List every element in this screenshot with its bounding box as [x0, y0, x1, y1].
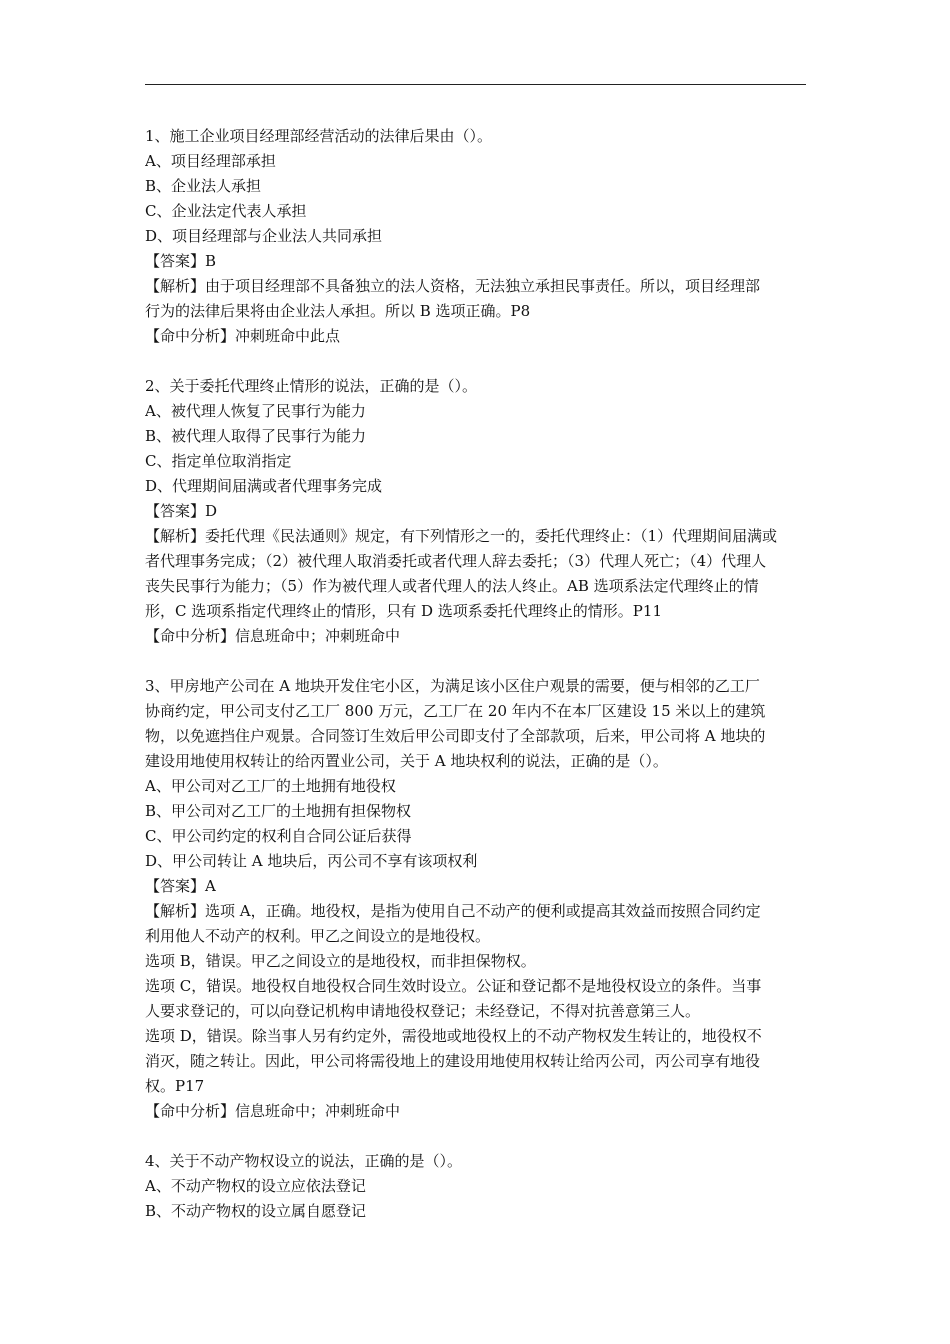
spacer [145, 1124, 809, 1149]
answer: 【答案】A [145, 877, 216, 895]
hit-analysis: 【命中分析】冲刺班命中此点 [145, 327, 341, 345]
option-d: D、代理期间届满或者代理事务完成 [145, 477, 383, 495]
question-1 [145, 124, 809, 349]
explanation-line: 消灭，随之转让。因此，甲公司将需役地上的建设用地使用权转让给丙公司，丙公司享有地役 [145, 1052, 761, 1070]
option-b: B、企业法人承担 [145, 177, 262, 195]
question-stem: 建设用地使用权转让的给丙置业公司，关于 A 地块权利的说法，正确的是（）。 [145, 752, 668, 770]
explanation-line: 【解析】由于项目经理部不具备独立的法人资格，无法独立承担民事责任。所以，项目经理部 [145, 277, 761, 295]
question-2 [145, 374, 809, 649]
explanation-line: 丧失民事行为能力；（5）作为被代理人或者代理人的法人终止。AB 选项系法定代理终止的情 [145, 577, 759, 595]
option-b: B、被代理人取得了民事行为能力 [145, 427, 367, 445]
option-b: B、甲公司对乙工厂的土地拥有担保物权 [145, 802, 412, 820]
option-d: D、甲公司转让 A 地块后，丙公司不享有该项权利 [145, 852, 478, 870]
answer: 【答案】D [145, 502, 218, 520]
question-stem: 3、甲房地产公司在 A 地块开发住宅小区，为满足该小区住户观景的需要，便与相邻的乙工厂 [145, 677, 760, 695]
document-body [145, 124, 809, 1224]
spacer [145, 649, 809, 674]
option-b: B、不动产物权的设立属自愿登记 [145, 1202, 367, 1220]
explanation-line: 选项 C，错误。地役权自地役权合同生效时设立。公证和登记都不是地役权设立的条件。当事 [145, 977, 762, 995]
question-stem: 4、关于不动产物权设立的说法，正确的是（）。 [145, 1152, 463, 1170]
answer: 【答案】B [145, 252, 217, 270]
option-c: C、甲公司约定的权利自合同公证后获得 [145, 827, 412, 845]
option-a: A、项目经理部承担 [145, 152, 276, 170]
explanation-line: 利用他人不动产的权利。甲乙之间设立的是地役权。 [145, 927, 491, 945]
question-stem: 物，以免遮挡住户观景。合同签订生效后甲公司即支付了全部款项，后来，甲公司将 A 地块的 [145, 727, 766, 745]
explanation-line: 选项 B，错误。甲乙之间设立的是地役权，而非担保物权。 [145, 952, 536, 970]
hit-analysis: 【命中分析】信息班命中；冲刺班命中 [145, 1102, 401, 1120]
option-d: D、项目经理部与企业法人共同承担 [145, 227, 383, 245]
explanation-line: 【解析】选项 A，正确。地役权，是指为使用自己不动产的便利或提高其效益而按照合同约定 [145, 902, 761, 920]
explanation-line: 权。P17 [145, 1077, 205, 1095]
question-3 [145, 674, 809, 1124]
option-a: A、被代理人恢复了民事行为能力 [145, 402, 366, 420]
option-c: C、企业法定代表人承担 [145, 202, 307, 220]
option-c: C、指定单位取消指定 [145, 452, 292, 470]
question-stem: 协商约定，甲公司支付乙工厂 800 万元，乙工厂在 20 年内不在本厂区建设 15 米以上的建筑 [145, 702, 766, 720]
explanation-line: 形，C 选项系指定代理终止的情形，只有 D 选项系委托代理终止的情形。P11 [145, 602, 662, 620]
explanation-line: 行为的法律后果将由企业法人承担。所以 B 选项正确。P8 [145, 302, 531, 320]
option-a: A、甲公司对乙工厂的土地拥有地役权 [145, 777, 396, 795]
explanation-line: 【解析】委托代理《民法通则》规定，有下列情形之一的，委托代理终止：（1）代理期间届满或 [145, 527, 778, 545]
hit-analysis: 【命中分析】信息班命中；冲刺班命中 [145, 627, 401, 645]
explanation-line: 者代理事务完成；（2）被代理人取消委托或者代理人辞去委托；（3）代理人死亡；（4）代理人 [145, 552, 767, 570]
header-rule [145, 84, 806, 85]
question-4 [145, 1149, 809, 1224]
spacer [145, 349, 809, 374]
question-stem: 2、关于委托代理终止情形的说法，正确的是（）。 [145, 377, 478, 395]
option-a: A、不动产物权的设立应依法登记 [145, 1177, 366, 1195]
explanation-line: 人要求登记的，可以向登记机构申请地役权登记；未经登记，不得对抗善意第三人。 [145, 1002, 701, 1020]
explanation-line: 选项 D，错误。除当事人另有约定外，需役地或地役权上的不动产物权发生转让的，地役权不 [145, 1027, 762, 1045]
question-stem: 1、施工企业项目经理部经营活动的法律后果由（）。 [145, 127, 493, 145]
